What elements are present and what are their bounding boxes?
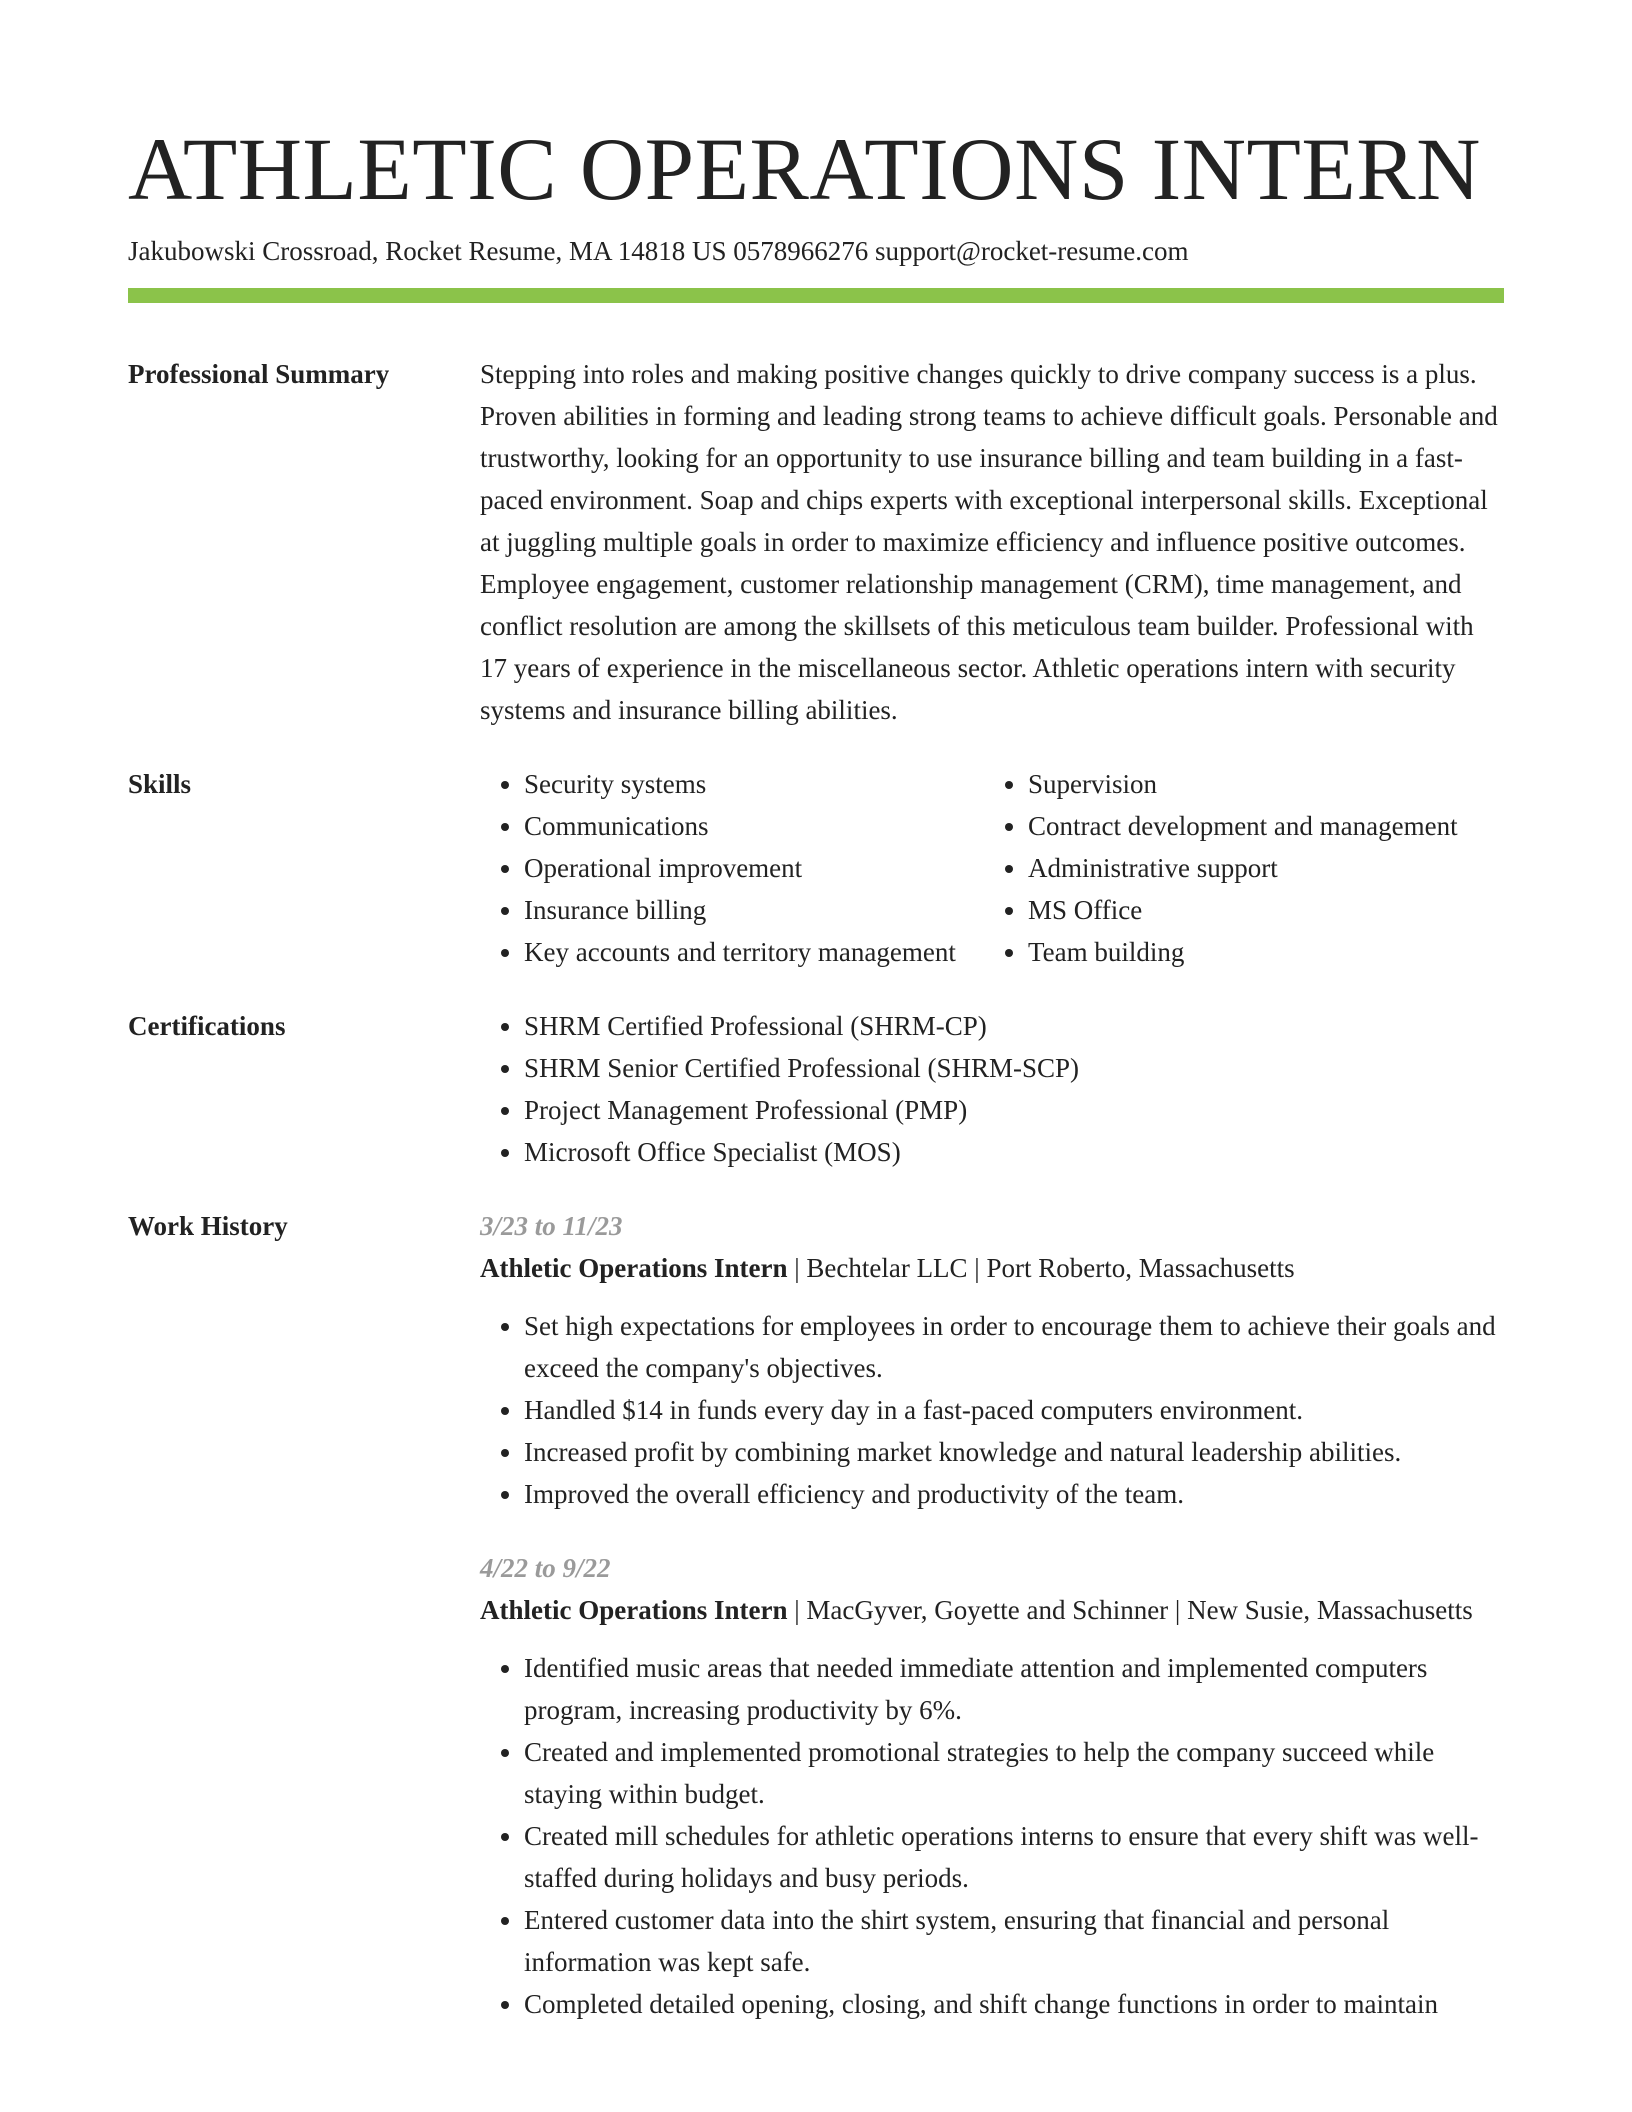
summary-section [128,353,1504,731]
contact-line: Jakubowski Crossroad, Rocket Resume, MA 14818 US 0578966276 support@rocket-resume.com [128,236,1189,266]
job-heading [480,1247,1504,1289]
job-bullet: • Completed detailed opening, closing, and shift change functions in order to maintain [524,1983,1504,2025]
skill-item: • Key accounts and territory management [524,931,984,973]
skill-item: • MS Office [1028,889,1504,931]
resume-title: ATHLETIC OPERATIONS INTERN [128,121,1481,219]
skill-item: • Contract development and management [1028,805,1504,847]
certification-item: • SHRM Senior Certified Professional (SHRM-SCP) [524,1047,1504,1089]
skill-item: • Team building [1028,931,1504,973]
work-history-body [480,1205,1504,2025]
job-bullet: • Created mill schedules for athletic operations interns to ensure that every shift was well-staffed during holidays and busy periods. [524,1815,1504,1899]
job-title: Athletic Operations Intern [480,1595,788,1625]
skill-item: • Supervision [1028,763,1504,805]
section-label-work-history: Work History [128,1211,288,1241]
work-history-section [128,1205,1504,2025]
header-divider [128,288,1504,303]
skills-column-2 [984,763,1504,973]
skill-item: • Administrative support [1028,847,1504,889]
job-bullet: • Increased profit by combining market knowledge and natural leadership abilities. [524,1431,1504,1473]
job-bullet: • Created and implemented promotional strategies to help the company succeed while staying within budget. [524,1731,1504,1815]
section-label-certifications: Certifications [128,1011,286,1041]
resume-page [128,0,1504,2025]
summary-body [480,353,1504,731]
certifications-body [480,1005,1504,1173]
job-details: | MacGyver, Goyette and Schinner | New Susie, Massachusetts [787,1595,1473,1625]
job-bullet: • Entered customer data into the shirt system, ensuring that financial and personal information was kept safe. [524,1899,1504,1983]
summary-text: Stepping into roles and making positive changes quickly to drive company success is a plus. Proven abilities in forming and leading strong teams to achieve difficult goals. Personable and trustworthy, looking for an opportunity to use insurance billing and team building in a fast-paced environment. Soap and chips experts with exceptional interpersonal skills. Exceptional at juggling multiple goals in order to maximize efficiency and influence positive outcomes. Employee engagement, customer relationship management (CRM), time management, and conflict resolution are among the skillsets of this meticulous team builder. Professional with 17 years of experience in the miscellaneous sector. Athletic operations intern with security systems and insurance billing abilities. [480,359,1498,725]
job-dates: 4/22 to 9/22 [480,1553,611,1583]
job-title: Athletic Operations Intern [480,1253,788,1283]
section-label-summary: Professional Summary [128,359,390,389]
section-label-skills: Skills [128,769,192,799]
skills-column-1 [480,763,984,973]
job-bullets [480,1647,1504,2025]
job-bullet: • Set high expectations for employees in order to encourage them to achieve their goals and exceed the company's objectives. [524,1305,1504,1389]
skill-item: • Communications [524,805,984,847]
job-bullet: • Improved the overall efficiency and productivity of the team. [524,1473,1504,1515]
certification-item: • Project Management Professional (PMP) [524,1089,1504,1131]
skills-section [128,763,1504,973]
job-bullets [480,1305,1504,1515]
job-bullet: • Identified music areas that needed immediate attention and implemented computers program, increasing productivity by 6%. [524,1647,1504,1731]
job-entry [480,1205,1504,1515]
certification-item: • Microsoft Office Specialist (MOS) [524,1131,1504,1173]
job-dates: 3/23 to 11/23 [480,1211,623,1241]
skills-grid [480,763,1504,973]
certifications-list [480,1005,1504,1173]
certifications-section [128,1005,1504,1173]
job-entry [480,1547,1504,2025]
job-bullet: • Handled $14 in funds every day in a fast-paced computers environment. [524,1389,1504,1431]
skill-item: • Insurance billing [524,889,984,931]
skill-item: • Operational improvement [524,847,984,889]
certification-item: • SHRM Certified Professional (SHRM-CP) [524,1005,1504,1047]
job-details: | Bechtelar LLC | Port Roberto, Massachusetts [787,1253,1295,1283]
job-heading [480,1589,1504,1631]
skill-item: • Security systems [524,763,984,805]
